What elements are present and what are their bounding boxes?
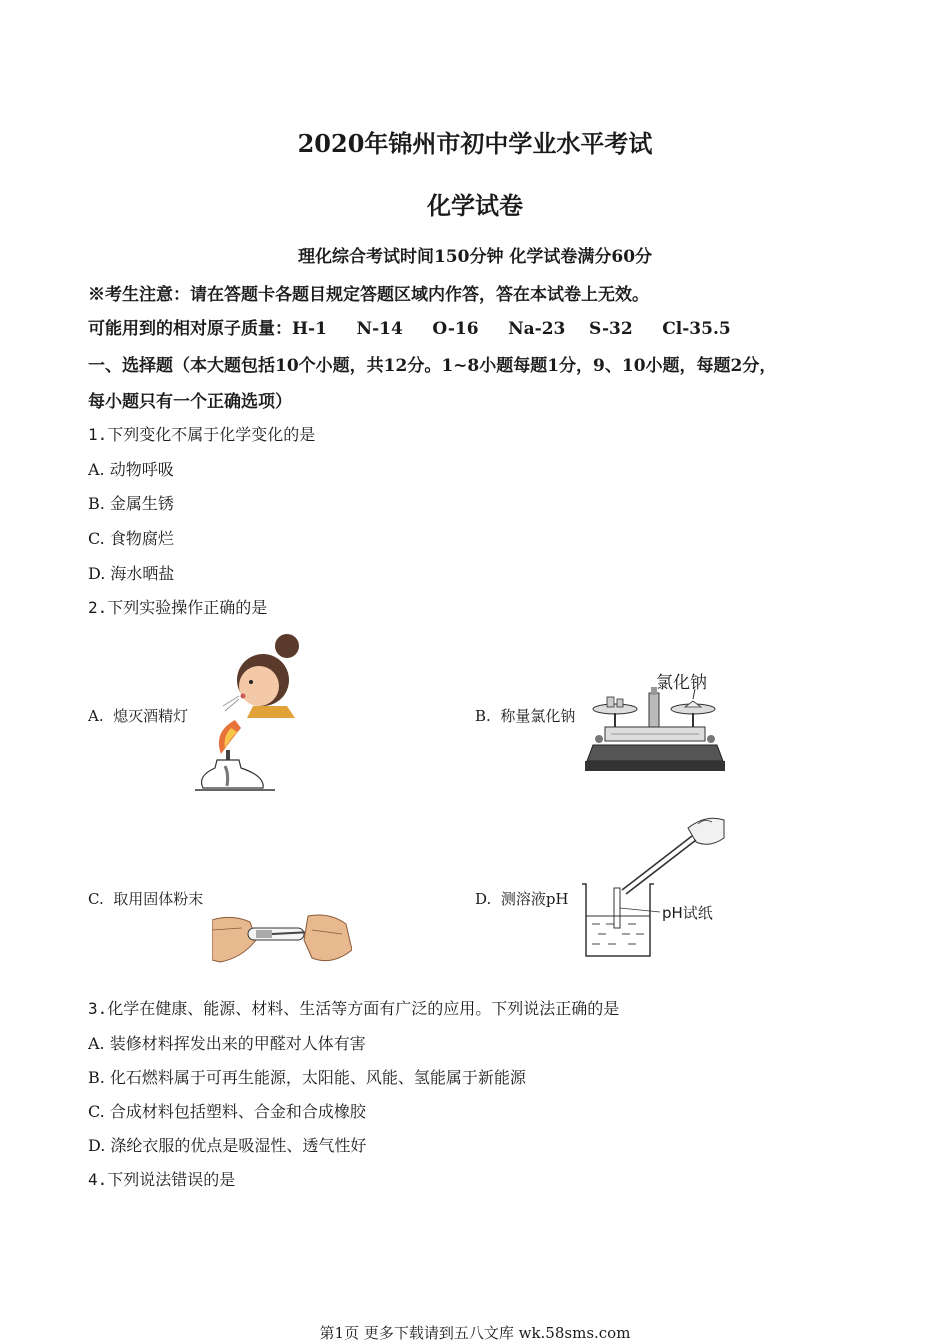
section-heading: 一、选择题（本大题包括10个小题，共12分。1~8小题每题1分，9、10小题，每题2分， bbox=[88, 356, 777, 376]
q3-option-b: B. 化石燃料属于可再生能源，太阳能、风能、氢能属于新能源 bbox=[88, 1068, 526, 1087]
question-number: 1. bbox=[88, 425, 108, 444]
page-footer: 第1页 更多下载请到五八文库 wk.58sms.com bbox=[319, 1324, 631, 1342]
q3-option-d: D. 涤纶衣服的优点是吸湿性、透气性好 bbox=[88, 1136, 367, 1155]
candidate-notice: ※考生注意：请在答题卡各题目规定答题区域内作答，答在本试卷上无效。 bbox=[88, 285, 649, 305]
option-text: 测溶液pH bbox=[500, 890, 569, 908]
q2-option-c-label bbox=[88, 888, 203, 909]
option-letter: B. bbox=[475, 707, 491, 725]
question-stem: 下列实验操作正确的是 bbox=[107, 598, 268, 617]
q2-option-d-label bbox=[475, 888, 569, 909]
ph-paper-figure-label: pH试纸 bbox=[662, 904, 713, 922]
q2-option-a-label bbox=[88, 705, 188, 726]
section-heading-cont: 每小题只有一个正确选项） bbox=[88, 392, 292, 412]
question-2 bbox=[88, 595, 267, 618]
page-subtitle: 化学试卷 bbox=[427, 191, 523, 220]
q3-option-a: A. 装修材料挥发出来的甲醛对人体有害 bbox=[88, 1034, 366, 1053]
option-letter: D. bbox=[475, 890, 492, 908]
option-text: 熄灭酒精灯 bbox=[113, 707, 189, 725]
option-text: 取用固体粉末 bbox=[113, 890, 204, 908]
atomic-mass-line: 可能用到的相对原子质量：H-1 N-14 O-16 Na-23 S-32 Cl-35.5 bbox=[88, 319, 731, 339]
balance-figure-label: 氯化钠 bbox=[656, 673, 707, 693]
question-1 bbox=[88, 422, 315, 445]
question-stem: 下列变化不属于化学变化的是 bbox=[107, 425, 316, 444]
option-letter: C. bbox=[88, 890, 104, 908]
q3-option-c: C. 合成材料包括塑料、合金和合成橡胶 bbox=[88, 1102, 366, 1121]
q1-option-a: A. 动物呼吸 bbox=[88, 460, 174, 479]
option-text: 称量氯化钠 bbox=[500, 707, 576, 725]
question-number: 3. bbox=[88, 999, 108, 1018]
question-number: 4. bbox=[88, 1170, 108, 1189]
question-stem: 下列说法错误的是 bbox=[107, 1170, 236, 1189]
question-stem: 化学在健康、能源、材料、生活等方面有广泛的应用。下列说法正确的是 bbox=[107, 999, 620, 1018]
ph-test-illustration bbox=[578, 808, 728, 963]
exam-info: 理化综合考试时间150分钟 化学试卷满分60分 bbox=[297, 247, 653, 267]
q1-option-b: B. 金属生锈 bbox=[88, 494, 174, 513]
question-4 bbox=[88, 1167, 235, 1190]
question-number: 2. bbox=[88, 598, 108, 617]
page-title: 2020年锦州市初中学业水平考试 bbox=[297, 129, 653, 158]
q1-option-c: C. 食物腐烂 bbox=[88, 529, 174, 548]
q2-option-b-label bbox=[475, 705, 575, 726]
question-3 bbox=[88, 996, 619, 1019]
alcohol-lamp-illustration bbox=[195, 628, 310, 798]
q1-option-d: D. 海水晒盐 bbox=[88, 564, 175, 583]
option-letter: A. bbox=[88, 707, 104, 725]
test-tube-powder-illustration bbox=[212, 910, 352, 968]
